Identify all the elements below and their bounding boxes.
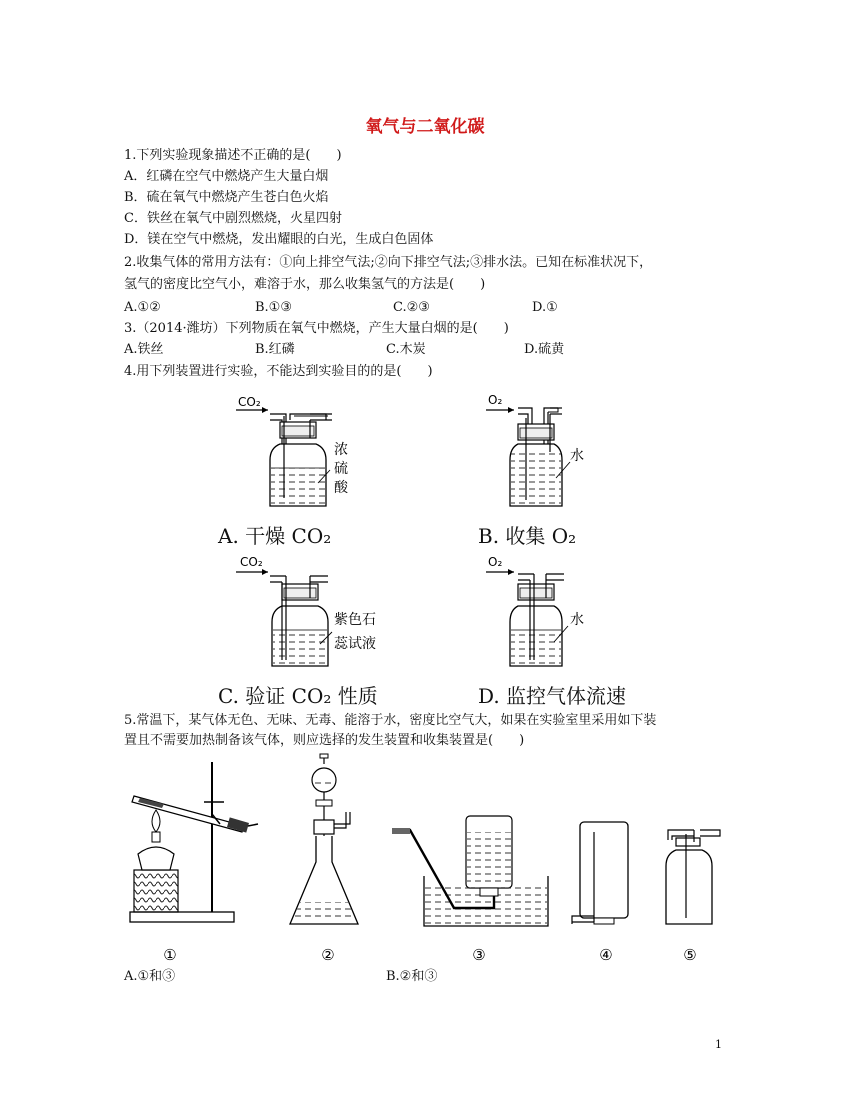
question-5-stem-line2: 置且不需要加热制备该气体，则应选择的发生装置和收集装置是( ) xyxy=(124,733,525,748)
q4-apparatus-a xyxy=(228,388,378,513)
q4-apparatus-c xyxy=(228,548,398,673)
question-4-stem: 4.用下列装置进行实验，不能达到实验目的的是( ) xyxy=(124,364,433,379)
apparatus-3 xyxy=(392,816,548,926)
apparatus-label-3: ③ xyxy=(472,946,486,964)
q2-option-a[interactable]: A.①② xyxy=(124,300,161,315)
q5-option-b[interactable]: B.②和③ xyxy=(386,969,438,984)
liquid-label: 紫色石 xyxy=(334,612,376,628)
q5-apparatus-figure xyxy=(124,752,724,968)
apparatus-4 xyxy=(572,822,628,924)
gas-label: O₂ xyxy=(488,393,503,407)
q3-option-a[interactable]: A.铁丝 xyxy=(124,342,164,357)
apparatus-label-5: ⑤ xyxy=(683,946,697,964)
page-number: 1 xyxy=(715,1038,722,1051)
apparatus-5 xyxy=(666,830,720,924)
apparatus-label-1: ① xyxy=(163,946,177,964)
liquid-label: 浓 xyxy=(334,442,348,458)
liquid-label: 水 xyxy=(570,448,584,464)
q2-option-d[interactable]: D.① xyxy=(532,300,558,315)
q2-option-b[interactable]: B.①③ xyxy=(255,300,292,315)
question-5-stem-line1: 5.常温下，某气体无色、无味、无毒、能溶于水，密度比空气大，如果在实验室里采用如下装 xyxy=(124,713,657,728)
apparatus-label-2: ② xyxy=(321,946,335,964)
q2-option-c[interactable]: C.②③ xyxy=(393,300,430,315)
q5-option-a[interactable]: A.①和③ xyxy=(124,969,176,984)
q4-apparatus-b xyxy=(478,388,628,513)
q3-option-b[interactable]: B.红磷 xyxy=(255,342,295,357)
question-2-stem-line2: 氢气的密度比空气小，难溶于水，那么收集氢气的方法是( ) xyxy=(124,277,486,292)
q4-apparatus-d xyxy=(478,548,628,673)
page-title: 氧气与二氧化碳 xyxy=(365,117,485,137)
q3-option-c[interactable]: C.木炭 xyxy=(386,342,426,357)
q1-option-c[interactable]: C．铁丝在氧气中剧烈燃烧，火星四射 xyxy=(124,211,342,226)
question-1-stem: 1.下列实验现象描述不正确的是( ) xyxy=(124,148,342,163)
q1-option-b[interactable]: B．硫在氧气中燃烧产生苍白色火焰 xyxy=(124,190,329,205)
gas-label: CO₂ xyxy=(238,395,261,409)
question-2-stem-line1: 2.收集气体的常用方法有：①向上排空气法;②向下排空气法;③排水法。已知在标准状况下， xyxy=(124,255,653,270)
svg-text:蕊试液: 蕊试液 xyxy=(334,636,376,652)
apparatus-2 xyxy=(290,754,358,924)
liquid-label: 水 xyxy=(570,612,584,628)
q1-option-a[interactable]: A．红磷在空气中燃烧产生大量白烟 xyxy=(124,169,329,184)
q4-caption-c[interactable]: C. 验证 CO₂ 性质 xyxy=(218,684,378,708)
q1-option-d[interactable]: D．镁在空气中燃烧，发出耀眼的白光，生成白色固体 xyxy=(124,232,434,247)
q4-caption-b[interactable]: B. 收集 O₂ xyxy=(478,524,577,548)
apparatus-label-4: ④ xyxy=(599,946,613,964)
q4-caption-d[interactable]: D. 监控气体流速 xyxy=(478,684,627,708)
question-3-stem: 3.（2014·潍坊）下列物质在氧气中燃烧，产生大量白烟的是( ) xyxy=(124,321,509,336)
q4-caption-a[interactable]: A. 干燥 CO₂ xyxy=(218,524,332,548)
gas-label: O₂ xyxy=(488,555,503,569)
svg-text:硫: 硫 xyxy=(334,461,348,477)
apparatus-1 xyxy=(130,762,258,922)
q3-option-d[interactable]: D.硫黄 xyxy=(524,342,565,357)
svg-text:酸: 酸 xyxy=(334,480,348,496)
gas-label: CO₂ xyxy=(240,555,263,569)
